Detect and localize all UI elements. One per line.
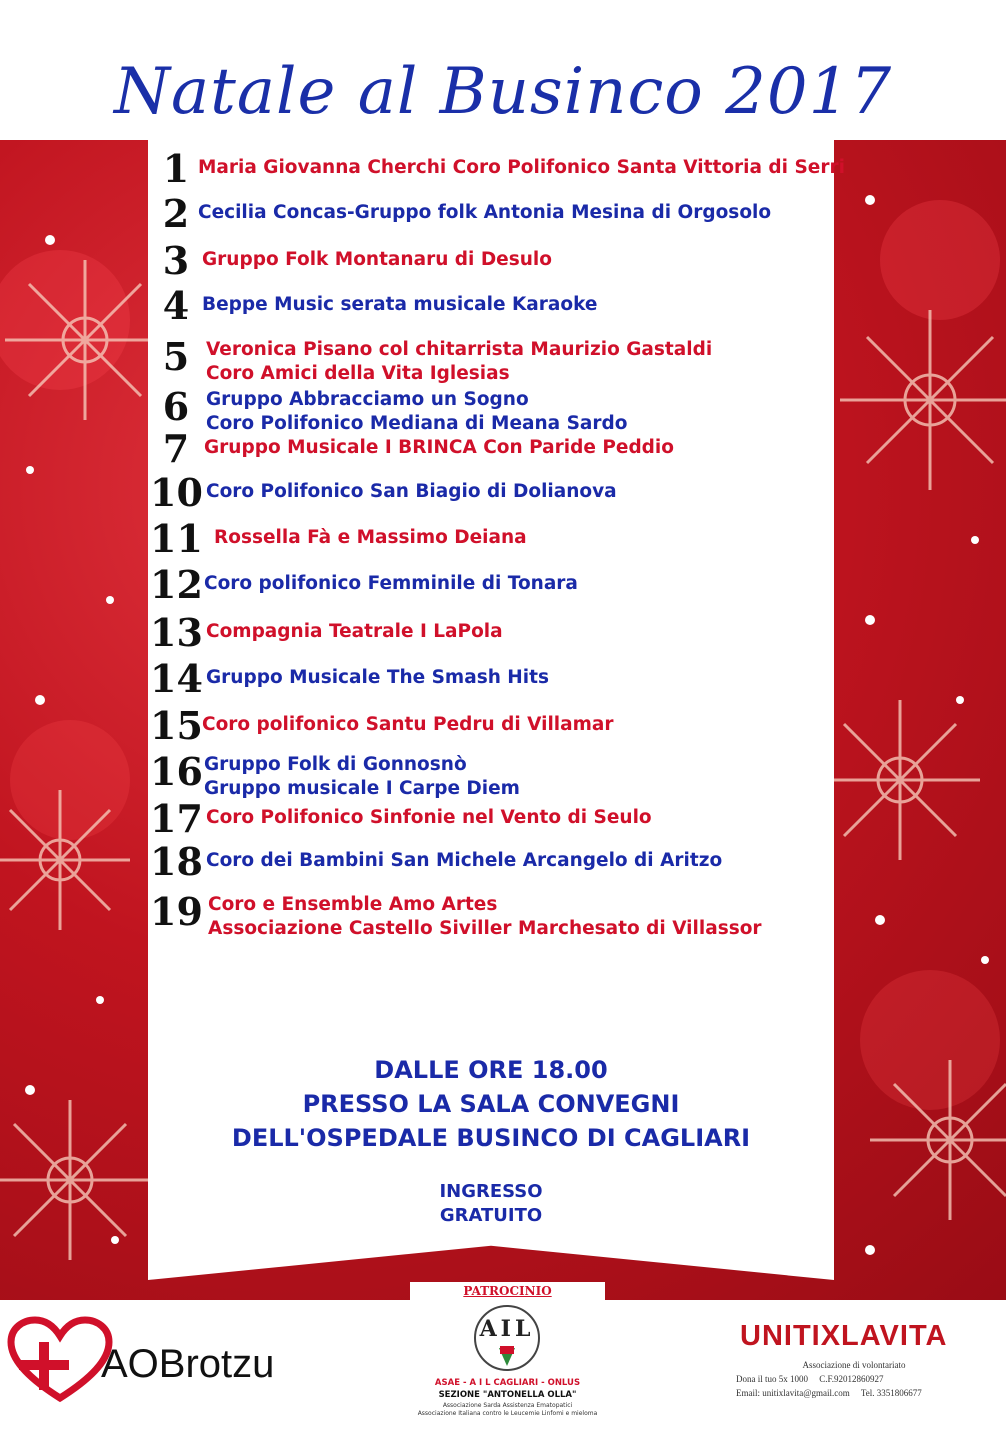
entry-free: GRATUITO <box>439 1205 543 1226</box>
entry-number: 19 <box>150 889 203 934</box>
unitix-sub: Associazione di volontariato <box>802 1360 906 1370</box>
entry-number: 13 <box>150 610 203 655</box>
event-time: DALLE ORE 18.00 <box>374 1056 608 1084</box>
entry-number: 3 <box>162 238 190 283</box>
entry-number: 4 <box>162 283 190 328</box>
entry-number: 11 <box>150 516 203 561</box>
heart-cross-icon <box>5 1316 115 1408</box>
entry-number: 2 <box>162 191 190 236</box>
entry-line: Gruppo musicale I Carpe Diem <box>204 778 520 799</box>
unitix-name: UNITIXLAVITA <box>740 1320 948 1352</box>
page-title: Natale al Businco 2017 <box>113 55 893 129</box>
entry-number: 16 <box>150 749 203 794</box>
entry-line: Coro polifonico Santu Pedru di Villamar <box>202 714 614 735</box>
patrocinio-label: PATROCINIO <box>463 1284 552 1298</box>
entry-line: Beppe Music serata musicale Karaoke <box>202 294 598 315</box>
entry-line: Gruppo Folk di Gonnosnò <box>204 754 467 775</box>
ail-line3: Associazione Sarda Assistenza Ematopatici <box>442 1402 573 1409</box>
unitixlavita-logo <box>730 1316 978 1408</box>
entry-line: Cecilia Concas-Gruppo folk Antonia Mesina di Orgosolo <box>198 202 772 223</box>
entry-number: 15 <box>150 703 203 748</box>
entry-number: 17 <box>150 796 203 841</box>
ail-mark: AIL <box>479 1316 535 1342</box>
entry-line: Compagnia Teatrale I LaPola <box>206 621 503 642</box>
entry-line: Coro Amici della Vita Iglesias <box>206 363 510 384</box>
entry-number: 6 <box>162 384 190 429</box>
entry-number: 7 <box>162 426 190 471</box>
aobrotzu-name: AOBrotzu <box>101 1342 275 1386</box>
entry-label: INGRESSO <box>439 1181 543 1202</box>
entry-line: Associazione Castello Siviller Marchesato di Villassor <box>208 918 762 939</box>
entry-line: Veronica Pisano col chitarrista Maurizio Gastaldi <box>206 339 713 360</box>
event-venue: PRESSO LA SALA CONVEGNI <box>302 1090 680 1118</box>
entry-line: Rossella Fà e Massimo Deiana <box>214 527 527 548</box>
entry-number: 1 <box>162 146 190 191</box>
entry-number: 10 <box>150 470 203 515</box>
entry-line: Gruppo Abbracciamo un Sogno <box>206 389 529 410</box>
entry-number: 12 <box>150 562 203 607</box>
event-hospital: DELL'OSPEDALE BUSINCO DI CAGLIARI <box>231 1124 751 1152</box>
unitix-line2: Email: unitixlavita@gmail.com Tel. 3351806677 <box>736 1388 922 1398</box>
unitix-line1: Dona il tuo 5x 1000 C.F.92012860927 <box>736 1374 884 1384</box>
patrocinio-box <box>410 1282 605 1434</box>
ail-line1: ASAE - A I L CAGLIARI - ONLUS <box>434 1378 581 1388</box>
entry-line: Coro Polifonico Mediana di Meana Sardo <box>206 413 628 434</box>
ail-line4: Associazione Italiana contro le Leucemie Linfomi e mieloma <box>417 1410 598 1417</box>
entry-line: Gruppo Folk Montanaru di Desulo <box>202 249 552 270</box>
entry-number: 18 <box>150 839 203 884</box>
entry-line: Gruppo Musicale The Smash Hits <box>206 667 549 688</box>
entry-line: Coro Polifonico Sinfonie nel Vento di Seulo <box>206 807 652 828</box>
ail-line2: SEZIONE "ANTONELLA OLLA" <box>438 1390 577 1400</box>
entry-line: Gruppo Musicale I BRINCA Con Paride Peddio <box>204 437 674 458</box>
entry-number: 5 <box>162 334 190 379</box>
entry-line: Coro Polifonico San Biagio di Dolianova <box>206 481 617 502</box>
entry-line: Maria Giovanna Cherchi Coro Polifonico Santa Vittoria di Serri <box>198 157 845 178</box>
entry-line: Coro polifonico Femminile di Tonara <box>204 573 578 594</box>
aobrotzu-logo <box>5 1316 277 1408</box>
entry-line: Coro dei Bambini San Michele Arcangelo di Aritzo <box>206 850 723 871</box>
entry-number: 14 <box>150 656 203 701</box>
entry-line: Coro e Ensemble Amo Artes <box>208 894 498 915</box>
